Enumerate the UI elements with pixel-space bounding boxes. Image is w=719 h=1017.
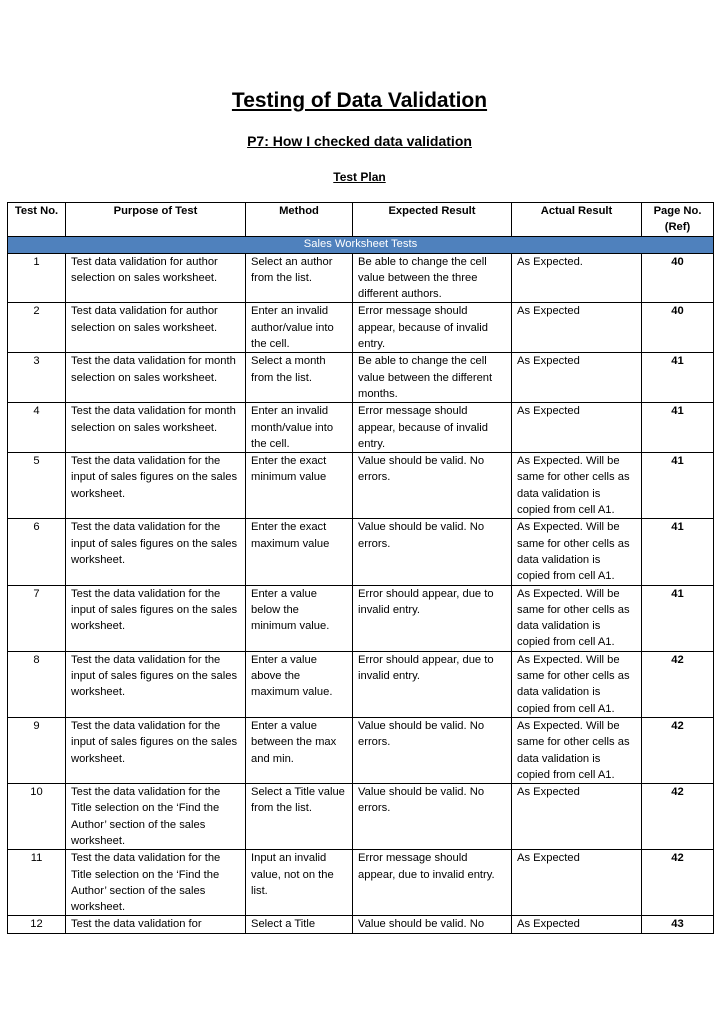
cell-actual: As Expected: [512, 850, 642, 916]
cell-page-no: 43: [642, 916, 714, 933]
cell-actual: As Expected: [512, 784, 642, 850]
cell-method: Enter an invalid author/value into the cell.: [246, 303, 353, 353]
page-title: Testing of Data Validation: [231, 89, 488, 112]
cell-expected: Value should be valid. No errors.: [353, 519, 512, 585]
cell-page-no: 41: [642, 453, 714, 519]
cell-expected: Value should be valid. No errors.: [353, 784, 512, 850]
table-row: [8, 850, 714, 916]
cell-method: Select a Title value from the list.: [246, 784, 353, 850]
header-page-no: Page No. (Ref): [642, 203, 714, 237]
section-label: Sales Worksheet Tests: [8, 236, 714, 253]
cell-page-no: 42: [642, 651, 714, 717]
test-plan-table: [7, 202, 714, 934]
cell-expected: Value should be valid. No: [353, 916, 512, 933]
cell-purpose: Test the data validation for month selection on sales worksheet.: [66, 403, 246, 453]
cell-purpose: Test the data validation for the input of sales figures on the sales worksheet.: [66, 717, 246, 783]
cell-actual: As Expected. Will be same for other cells as data validation is copied from cell A1.: [512, 519, 642, 585]
test-plan-label: Test Plan: [333, 170, 386, 184]
cell-actual: As Expected. Will be same for other cells as data validation is copied from cell A1.: [512, 453, 642, 519]
cell-page-no: 41: [642, 403, 714, 453]
header-method: Method: [246, 203, 353, 237]
cell-method: Enter an invalid month/value into the cell.: [246, 403, 353, 453]
cell-purpose: Test the data validation for: [66, 916, 246, 933]
cell-purpose: Test the data validation for the Title selection on the ‘Find the Author’ section of the sales worksheet.: [66, 850, 246, 916]
cell-purpose: Test the data validation for the Title selection on the ‘Find the Author’ section of the sales worksheet.: [66, 784, 246, 850]
cell-test-no: 4: [8, 403, 66, 453]
cell-test-no: 1: [8, 253, 66, 303]
table-row: [8, 519, 714, 585]
table-row: [8, 303, 714, 353]
header-test-no: Test No.: [8, 203, 66, 237]
section-row: [8, 236, 714, 253]
header-purpose: Purpose of Test: [66, 203, 246, 237]
cell-method: Enter a value above the maximum value.: [246, 651, 353, 717]
header-expected: Expected Result: [353, 203, 512, 237]
cell-test-no: 7: [8, 585, 66, 651]
cell-method: Select a Title: [246, 916, 353, 933]
cell-expected: Error message should appear, because of invalid entry.: [353, 303, 512, 353]
cell-page-no: 42: [642, 717, 714, 783]
cell-test-no: 6: [8, 519, 66, 585]
cell-purpose: Test data validation for author selection on sales worksheet.: [66, 253, 246, 303]
cell-purpose: Test the data validation for month selection on sales worksheet.: [66, 353, 246, 403]
cell-method: Enter a value between the max and min.: [246, 717, 353, 783]
cell-actual: As Expected: [512, 403, 642, 453]
cell-purpose: Test the data validation for the input of sales figures on the sales worksheet.: [66, 453, 246, 519]
cell-purpose: Test the data validation for the input of sales figures on the sales worksheet.: [66, 585, 246, 651]
header-actual: Actual Result: [512, 203, 642, 237]
cell-actual: As Expected: [512, 353, 642, 403]
table-row: [8, 353, 714, 403]
table-row: [8, 784, 714, 850]
cell-method: Select a month from the list.: [246, 353, 353, 403]
table-header-row: [8, 203, 714, 237]
cell-test-no: 11: [8, 850, 66, 916]
cell-expected: Error should appear, due to invalid entry.: [353, 585, 512, 651]
cell-page-no: 40: [642, 253, 714, 303]
cell-expected: Error message should appear, due to invalid entry.: [353, 850, 512, 916]
cell-actual: As Expected.: [512, 253, 642, 303]
cell-method: Select an author from the list.: [246, 253, 353, 303]
cell-method: Enter a value below the minimum value.: [246, 585, 353, 651]
cell-test-no: 2: [8, 303, 66, 353]
cell-test-no: 3: [8, 353, 66, 403]
cell-actual: As Expected: [512, 916, 642, 933]
cell-method: Enter the exact maximum value: [246, 519, 353, 585]
cell-test-no: 9: [8, 717, 66, 783]
cell-test-no: 12: [8, 916, 66, 933]
cell-page-no: 41: [642, 353, 714, 403]
table-row: [8, 585, 714, 651]
cell-expected: Value should be valid. No errors.: [353, 453, 512, 519]
page-subtitle: P7: How I checked data validation: [247, 133, 472, 149]
cell-expected: Error should appear, due to invalid entry.: [353, 651, 512, 717]
cell-purpose: Test the data validation for the input of sales figures on the sales worksheet.: [66, 519, 246, 585]
cell-method: Input an invalid value, not on the list.: [246, 850, 353, 916]
cell-expected: Error message should appear, because of invalid entry.: [353, 403, 512, 453]
cell-page-no: 41: [642, 519, 714, 585]
cell-test-no: 8: [8, 651, 66, 717]
cell-expected: Value should be valid. No errors.: [353, 717, 512, 783]
cell-purpose: Test the data validation for the input of sales figures on the sales worksheet.: [66, 651, 246, 717]
cell-test-no: 5: [8, 453, 66, 519]
cell-actual: As Expected. Will be same for other cells as data validation is copied from cell A1.: [512, 651, 642, 717]
cell-actual: As Expected: [512, 303, 642, 353]
cell-purpose: Test data validation for author selection on sales worksheet.: [66, 303, 246, 353]
cell-page-no: 40: [642, 303, 714, 353]
cell-page-no: 42: [642, 850, 714, 916]
table-row: [8, 717, 714, 783]
table-row: [8, 453, 714, 519]
table-row: [8, 403, 714, 453]
cell-expected: Be able to change the cell value between the different months.: [353, 353, 512, 403]
cell-page-no: 42: [642, 784, 714, 850]
cell-actual: As Expected. Will be same for other cells as data validation is copied from cell A1.: [512, 717, 642, 783]
cell-actual: As Expected. Will be same for other cells as data validation is copied from cell A1.: [512, 585, 642, 651]
cell-test-no: 10: [8, 784, 66, 850]
cell-expected: Be able to change the cell value between the three different authors.: [353, 253, 512, 303]
table-row: [8, 916, 714, 933]
cell-page-no: 41: [642, 585, 714, 651]
table-row: [8, 253, 714, 303]
cell-method: Enter the exact minimum value: [246, 453, 353, 519]
table-row: [8, 651, 714, 717]
